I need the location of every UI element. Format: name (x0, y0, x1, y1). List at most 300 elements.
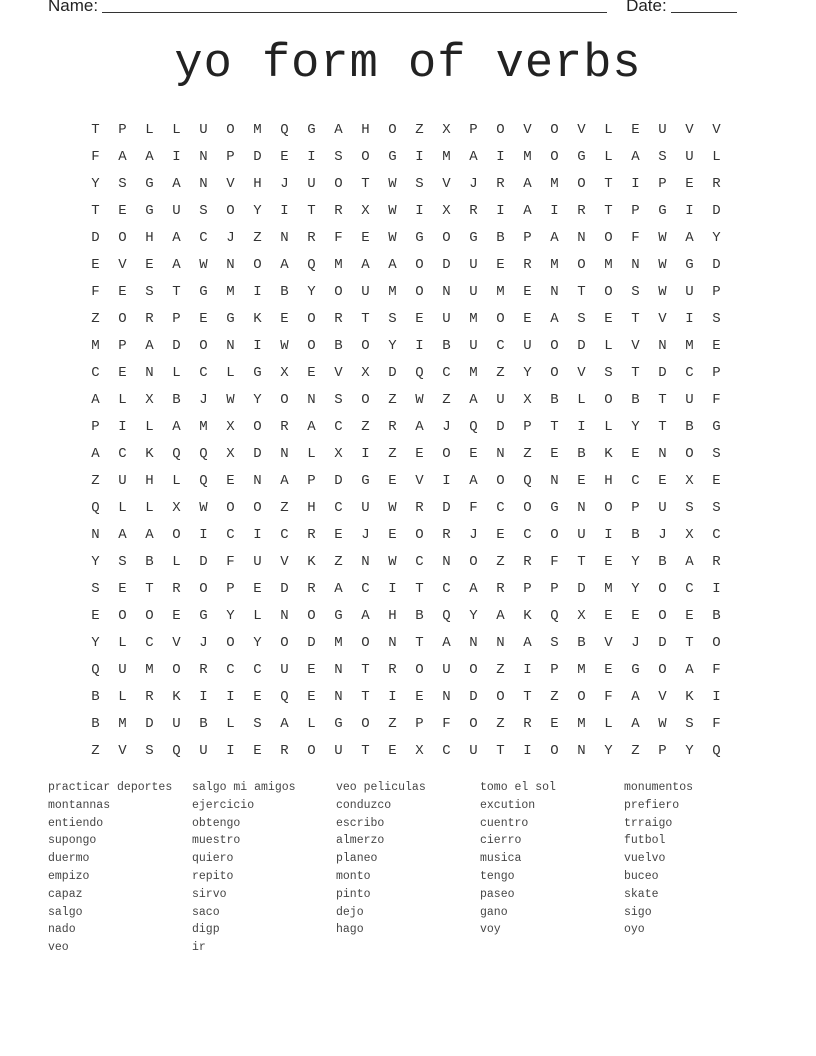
grid-letter[interactable]: C (415, 553, 424, 570)
grid-letter[interactable]: F (91, 283, 100, 300)
grid-letter[interactable]: A (496, 607, 505, 624)
grid-letter[interactable]: J (469, 526, 478, 543)
grid-letter[interactable]: Z (388, 391, 397, 408)
grid-letter[interactable]: X (280, 364, 289, 381)
grid-letter[interactable]: O (712, 634, 721, 651)
grid-letter[interactable]: N (334, 661, 343, 678)
grid-letter[interactable]: S (253, 715, 262, 732)
grid-letter[interactable]: P (658, 742, 667, 759)
grid-letter[interactable]: Y (91, 175, 100, 192)
grid-letter[interactable]: G (145, 175, 154, 192)
grid-letter[interactable]: X (523, 391, 532, 408)
grid-letter[interactable]: U (442, 310, 451, 327)
grid-letter[interactable]: D (307, 634, 316, 651)
grid-letter[interactable]: O (280, 634, 289, 651)
grid-letter[interactable]: U (253, 553, 262, 570)
grid-letter[interactable]: O (415, 256, 424, 273)
grid-letter[interactable]: S (91, 580, 100, 597)
grid-letter[interactable]: B (496, 229, 505, 246)
grid-letter[interactable]: A (307, 418, 316, 435)
grid-letter[interactable]: O (658, 661, 667, 678)
grid-letter[interactable]: S (712, 445, 721, 462)
grid-letter[interactable]: O (550, 148, 559, 165)
grid-letter[interactable]: V (631, 337, 640, 354)
grid-letter[interactable]: Y (712, 229, 721, 246)
grid-letter[interactable]: D (658, 634, 667, 651)
grid-letter[interactable]: R (523, 715, 532, 732)
grid-letter[interactable]: C (496, 337, 505, 354)
grid-letter[interactable]: U (334, 742, 343, 759)
grid-letter[interactable]: W (388, 202, 397, 219)
grid-letter[interactable]: S (118, 553, 127, 570)
grid-letter[interactable]: Z (523, 445, 532, 462)
grid-letter[interactable]: A (523, 175, 532, 192)
grid-letter[interactable]: P (307, 472, 316, 489)
grid-letter[interactable]: E (523, 310, 532, 327)
grid-letter[interactable]: S (685, 715, 694, 732)
grid-letter[interactable]: A (280, 472, 289, 489)
grid-letter[interactable]: P (118, 337, 127, 354)
grid-letter[interactable]: N (226, 337, 235, 354)
grid-letter[interactable]: J (469, 175, 478, 192)
grid-letter[interactable]: R (442, 526, 451, 543)
grid-letter[interactable]: U (685, 391, 694, 408)
grid-letter[interactable]: X (226, 445, 235, 462)
grid-letter[interactable]: L (604, 121, 613, 138)
grid-letter[interactable]: O (226, 121, 235, 138)
grid-letter[interactable]: A (172, 229, 181, 246)
grid-letter[interactable]: N (280, 445, 289, 462)
grid-letter[interactable]: U (199, 742, 208, 759)
grid-letter[interactable]: E (307, 364, 316, 381)
grid-letter[interactable]: V (523, 121, 532, 138)
grid-letter[interactable]: O (415, 526, 424, 543)
grid-letter[interactable]: A (361, 256, 370, 273)
grid-letter[interactable]: F (631, 229, 640, 246)
grid-letter[interactable]: E (604, 607, 613, 624)
grid-letter[interactable]: W (388, 175, 397, 192)
grid-letter[interactable]: O (469, 715, 478, 732)
grid-letter[interactable]: C (334, 499, 343, 516)
grid-letter[interactable]: W (658, 256, 667, 273)
grid-letter[interactable]: G (226, 310, 235, 327)
grid-letter[interactable]: U (469, 337, 478, 354)
grid-letter[interactable]: Z (415, 121, 424, 138)
grid-letter[interactable]: U (172, 202, 181, 219)
grid-letter[interactable]: W (199, 499, 208, 516)
grid-letter[interactable]: N (91, 526, 100, 543)
grid-letter[interactable]: Z (388, 445, 397, 462)
grid-letter[interactable]: U (685, 283, 694, 300)
grid-letter[interactable]: V (658, 310, 667, 327)
grid-letter[interactable]: T (658, 418, 667, 435)
grid-letter[interactable]: O (226, 634, 235, 651)
grid-letter[interactable]: Q (550, 607, 559, 624)
grid-letter[interactable]: L (307, 445, 316, 462)
grid-letter[interactable]: I (226, 742, 235, 759)
grid-letter[interactable]: I (712, 688, 721, 705)
grid-letter[interactable]: E (253, 688, 262, 705)
grid-letter[interactable]: A (388, 256, 397, 273)
grid-letter[interactable]: W (658, 229, 667, 246)
grid-letter[interactable]: I (577, 418, 586, 435)
grid-letter[interactable]: P (550, 661, 559, 678)
grid-letter[interactable]: B (334, 337, 343, 354)
grid-letter[interactable]: I (523, 661, 532, 678)
grid-letter[interactable]: X (685, 472, 694, 489)
grid-letter[interactable]: W (658, 283, 667, 300)
grid-letter[interactable]: U (172, 715, 181, 732)
grid-letter[interactable]: O (415, 283, 424, 300)
grid-letter[interactable]: I (712, 580, 721, 597)
grid-letter[interactable]: M (442, 148, 451, 165)
grid-letter[interactable]: D (199, 553, 208, 570)
grid-letter[interactable]: I (604, 526, 613, 543)
grid-letter[interactable]: E (145, 256, 154, 273)
grid-letter[interactable]: G (145, 202, 154, 219)
grid-letter[interactable]: L (604, 337, 613, 354)
grid-letter[interactable]: S (334, 391, 343, 408)
grid-letter[interactable]: L (118, 688, 127, 705)
grid-letter[interactable]: A (631, 715, 640, 732)
grid-letter[interactable]: L (226, 364, 235, 381)
grid-letter[interactable]: E (658, 472, 667, 489)
grid-letter[interactable]: N (631, 256, 640, 273)
grid-letter[interactable]: O (496, 688, 505, 705)
grid-letter[interactable]: S (604, 364, 613, 381)
grid-letter[interactable]: R (172, 580, 181, 597)
grid-letter[interactable]: Z (91, 472, 100, 489)
grid-letter[interactable]: T (361, 175, 370, 192)
grid-letter[interactable]: P (712, 364, 721, 381)
grid-letter[interactable]: F (712, 715, 721, 732)
grid-letter[interactable]: I (226, 688, 235, 705)
grid-letter[interactable]: V (334, 364, 343, 381)
grid-letter[interactable]: E (496, 526, 505, 543)
grid-letter[interactable]: S (145, 742, 154, 759)
grid-letter[interactable]: W (388, 499, 397, 516)
grid-letter[interactable]: R (496, 175, 505, 192)
grid-letter[interactable]: I (253, 337, 262, 354)
grid-letter[interactable]: D (577, 580, 586, 597)
grid-letter[interactable]: D (253, 148, 262, 165)
grid-letter[interactable]: I (253, 283, 262, 300)
grid-letter[interactable]: O (280, 391, 289, 408)
grid-letter[interactable]: E (550, 715, 559, 732)
grid-letter[interactable]: J (280, 175, 289, 192)
grid-letter[interactable]: N (496, 634, 505, 651)
grid-letter[interactable]: X (226, 418, 235, 435)
grid-letter[interactable]: U (118, 472, 127, 489)
grid-letter[interactable]: O (226, 499, 235, 516)
grid-letter[interactable]: W (388, 553, 397, 570)
grid-letter[interactable]: Z (280, 499, 289, 516)
grid-letter[interactable]: M (550, 175, 559, 192)
grid-letter[interactable]: O (550, 526, 559, 543)
grid-letter[interactable]: G (307, 121, 316, 138)
grid-letter[interactable]: E (118, 283, 127, 300)
grid-letter[interactable]: E (199, 310, 208, 327)
grid-letter[interactable]: E (226, 472, 235, 489)
grid-letter[interactable]: A (685, 553, 694, 570)
grid-letter[interactable]: T (361, 661, 370, 678)
grid-letter[interactable]: R (388, 418, 397, 435)
grid-letter[interactable]: B (631, 391, 640, 408)
grid-letter[interactable]: E (523, 283, 532, 300)
grid-letter[interactable]: P (226, 580, 235, 597)
grid-letter[interactable]: R (334, 202, 343, 219)
grid-letter[interactable]: R (496, 580, 505, 597)
grid-letter[interactable]: N (199, 148, 208, 165)
grid-letter[interactable]: E (388, 526, 397, 543)
grid-letter[interactable]: Y (307, 283, 316, 300)
grid-letter[interactable]: R (712, 175, 721, 192)
grid-letter[interactable]: A (550, 310, 559, 327)
grid-letter[interactable]: T (658, 391, 667, 408)
grid-letter[interactable]: O (172, 526, 181, 543)
grid-letter[interactable]: G (199, 607, 208, 624)
grid-letter[interactable]: R (307, 229, 316, 246)
grid-letter[interactable]: S (334, 148, 343, 165)
grid-letter[interactable]: U (469, 256, 478, 273)
grid-letter[interactable]: D (658, 364, 667, 381)
grid-letter[interactable]: Q (199, 445, 208, 462)
grid-letter[interactable]: F (604, 688, 613, 705)
grid-letter[interactable]: A (469, 580, 478, 597)
grid-letter[interactable]: V (415, 472, 424, 489)
grid-letter[interactable]: P (631, 202, 640, 219)
grid-letter[interactable]: Z (361, 418, 370, 435)
grid-letter[interactable]: T (550, 418, 559, 435)
grid-letter[interactable]: D (172, 337, 181, 354)
grid-letter[interactable]: N (388, 634, 397, 651)
grid-letter[interactable]: M (226, 283, 235, 300)
grid-letter[interactable]: O (307, 310, 316, 327)
grid-letter[interactable]: S (712, 499, 721, 516)
grid-letter[interactable]: D (280, 580, 289, 597)
grid-letter[interactable]: E (118, 364, 127, 381)
grid-letter[interactable]: K (685, 688, 694, 705)
grid-letter[interactable]: P (712, 283, 721, 300)
grid-letter[interactable]: V (577, 364, 586, 381)
grid-letter[interactable]: E (253, 580, 262, 597)
grid-letter[interactable]: M (523, 148, 532, 165)
grid-letter[interactable]: O (253, 256, 262, 273)
grid-letter[interactable]: C (442, 364, 451, 381)
grid-letter[interactable]: O (388, 121, 397, 138)
grid-letter[interactable]: E (307, 688, 316, 705)
grid-letter[interactable]: I (415, 202, 424, 219)
grid-letter[interactable]: T (415, 580, 424, 597)
grid-letter[interactable]: N (145, 364, 154, 381)
grid-letter[interactable]: V (604, 634, 613, 651)
grid-letter[interactable]: Q (442, 607, 451, 624)
grid-letter[interactable]: M (334, 256, 343, 273)
grid-letter[interactable]: Q (280, 121, 289, 138)
grid-letter[interactable]: B (280, 283, 289, 300)
grid-letter[interactable]: G (631, 661, 640, 678)
grid-letter[interactable]: G (469, 229, 478, 246)
grid-letter[interactable]: E (280, 310, 289, 327)
grid-letter[interactable]: Z (496, 364, 505, 381)
grid-letter[interactable]: O (118, 607, 127, 624)
grid-letter[interactable]: O (253, 499, 262, 516)
grid-letter[interactable]: Y (631, 553, 640, 570)
grid-letter[interactable]: Q (415, 364, 424, 381)
grid-letter[interactable]: C (199, 229, 208, 246)
grid-letter[interactable]: N (658, 337, 667, 354)
grid-letter[interactable]: P (523, 229, 532, 246)
grid-letter[interactable]: P (91, 418, 100, 435)
grid-letter[interactable]: D (442, 256, 451, 273)
grid-letter[interactable]: R (145, 310, 154, 327)
grid-letter[interactable]: T (172, 283, 181, 300)
grid-letter[interactable]: Y (253, 202, 262, 219)
grid-letter[interactable]: R (307, 580, 316, 597)
grid-letter[interactable]: C (226, 526, 235, 543)
grid-letter[interactable]: D (577, 337, 586, 354)
grid-letter[interactable]: N (442, 553, 451, 570)
grid-letter[interactable]: E (604, 310, 613, 327)
grid-letter[interactable]: S (577, 310, 586, 327)
grid-letter[interactable]: J (658, 526, 667, 543)
grid-letter[interactable]: B (685, 418, 694, 435)
grid-letter[interactable]: A (172, 418, 181, 435)
grid-letter[interactable]: X (361, 202, 370, 219)
grid-letter[interactable]: M (469, 364, 478, 381)
grid-letter[interactable]: S (415, 175, 424, 192)
grid-letter[interactable]: I (199, 688, 208, 705)
grid-letter[interactable]: L (577, 391, 586, 408)
grid-letter[interactable]: Q (91, 661, 100, 678)
grid-letter[interactable]: P (226, 148, 235, 165)
date-blank-line[interactable] (671, 0, 737, 13)
grid-letter[interactable]: Y (523, 364, 532, 381)
grid-letter[interactable]: U (658, 499, 667, 516)
grid-letter[interactable]: T (604, 202, 613, 219)
grid-letter[interactable]: S (685, 499, 694, 516)
grid-letter[interactable]: L (118, 391, 127, 408)
grid-letter[interactable]: X (172, 499, 181, 516)
grid-letter[interactable]: V (118, 742, 127, 759)
grid-letter[interactable]: U (469, 283, 478, 300)
grid-letter[interactable]: I (496, 148, 505, 165)
grid-letter[interactable]: C (361, 580, 370, 597)
grid-letter[interactable]: I (280, 202, 289, 219)
grid-letter[interactable]: A (172, 256, 181, 273)
grid-letter[interactable]: A (280, 256, 289, 273)
grid-letter[interactable]: D (712, 256, 721, 273)
grid-letter[interactable]: S (550, 634, 559, 651)
grid-letter[interactable]: D (388, 364, 397, 381)
grid-letter[interactable]: Z (496, 715, 505, 732)
grid-letter[interactable]: I (631, 175, 640, 192)
grid-letter[interactable]: I (442, 472, 451, 489)
grid-letter[interactable]: H (145, 472, 154, 489)
grid-letter[interactable]: E (91, 256, 100, 273)
grid-letter[interactable]: E (631, 607, 640, 624)
grid-letter[interactable]: L (145, 121, 154, 138)
grid-letter[interactable]: K (307, 553, 316, 570)
grid-letter[interactable]: A (91, 445, 100, 462)
grid-letter[interactable]: R (388, 661, 397, 678)
grid-letter[interactable]: Q (91, 499, 100, 516)
grid-letter[interactable]: X (577, 607, 586, 624)
grid-letter[interactable]: M (604, 256, 613, 273)
grid-letter[interactable]: U (496, 391, 505, 408)
grid-letter[interactable]: O (577, 256, 586, 273)
grid-letter[interactable]: U (523, 337, 532, 354)
grid-letter[interactable]: I (496, 202, 505, 219)
grid-letter[interactable]: O (361, 391, 370, 408)
grid-letter[interactable]: U (118, 661, 127, 678)
grid-letter[interactable]: A (415, 418, 424, 435)
grid-letter[interactable]: F (550, 553, 559, 570)
grid-letter[interactable]: A (631, 688, 640, 705)
grid-letter[interactable]: V (226, 175, 235, 192)
grid-letter[interactable]: W (199, 256, 208, 273)
grid-letter[interactable]: T (577, 283, 586, 300)
grid-letter[interactable]: K (172, 688, 181, 705)
grid-letter[interactable]: N (280, 229, 289, 246)
grid-letter[interactable]: Q (172, 445, 181, 462)
grid-letter[interactable]: T (496, 742, 505, 759)
grid-letter[interactable]: I (388, 688, 397, 705)
grid-letter[interactable]: O (496, 472, 505, 489)
grid-letter[interactable]: E (91, 607, 100, 624)
grid-letter[interactable]: T (361, 310, 370, 327)
grid-letter[interactable]: C (199, 364, 208, 381)
grid-letter[interactable]: R (523, 256, 532, 273)
grid-letter[interactable]: B (172, 391, 181, 408)
grid-letter[interactable]: M (91, 337, 100, 354)
grid-letter[interactable]: R (280, 418, 289, 435)
grid-letter[interactable]: F (226, 553, 235, 570)
grid-letter[interactable]: Y (91, 634, 100, 651)
grid-letter[interactable]: U (658, 121, 667, 138)
grid-letter[interactable]: L (145, 499, 154, 516)
grid-letter[interactable]: V (118, 256, 127, 273)
grid-letter[interactable]: A (280, 715, 289, 732)
grid-letter[interactable]: L (604, 148, 613, 165)
grid-letter[interactable]: U (442, 661, 451, 678)
grid-letter[interactable]: K (523, 607, 532, 624)
grid-letter[interactable]: E (496, 256, 505, 273)
grid-letter[interactable]: O (361, 634, 370, 651)
grid-letter[interactable]: I (415, 148, 424, 165)
grid-letter[interactable]: B (550, 391, 559, 408)
grid-letter[interactable]: I (388, 580, 397, 597)
grid-letter[interactable]: M (253, 121, 262, 138)
grid-letter[interactable]: Z (496, 661, 505, 678)
grid-letter[interactable]: L (172, 121, 181, 138)
grid-letter[interactable]: E (415, 445, 424, 462)
grid-letter[interactable]: O (118, 229, 127, 246)
grid-letter[interactable]: J (199, 391, 208, 408)
grid-letter[interactable]: O (658, 607, 667, 624)
grid-letter[interactable]: O (658, 580, 667, 597)
grid-letter[interactable]: E (550, 445, 559, 462)
grid-letter[interactable]: O (199, 337, 208, 354)
grid-letter[interactable]: C (145, 634, 154, 651)
grid-letter[interactable]: Z (91, 310, 100, 327)
grid-letter[interactable]: P (172, 310, 181, 327)
grid-letter[interactable]: E (604, 661, 613, 678)
grid-letter[interactable]: O (118, 310, 127, 327)
grid-letter[interactable]: F (712, 661, 721, 678)
grid-letter[interactable]: O (442, 445, 451, 462)
grid-letter[interactable]: V (658, 688, 667, 705)
